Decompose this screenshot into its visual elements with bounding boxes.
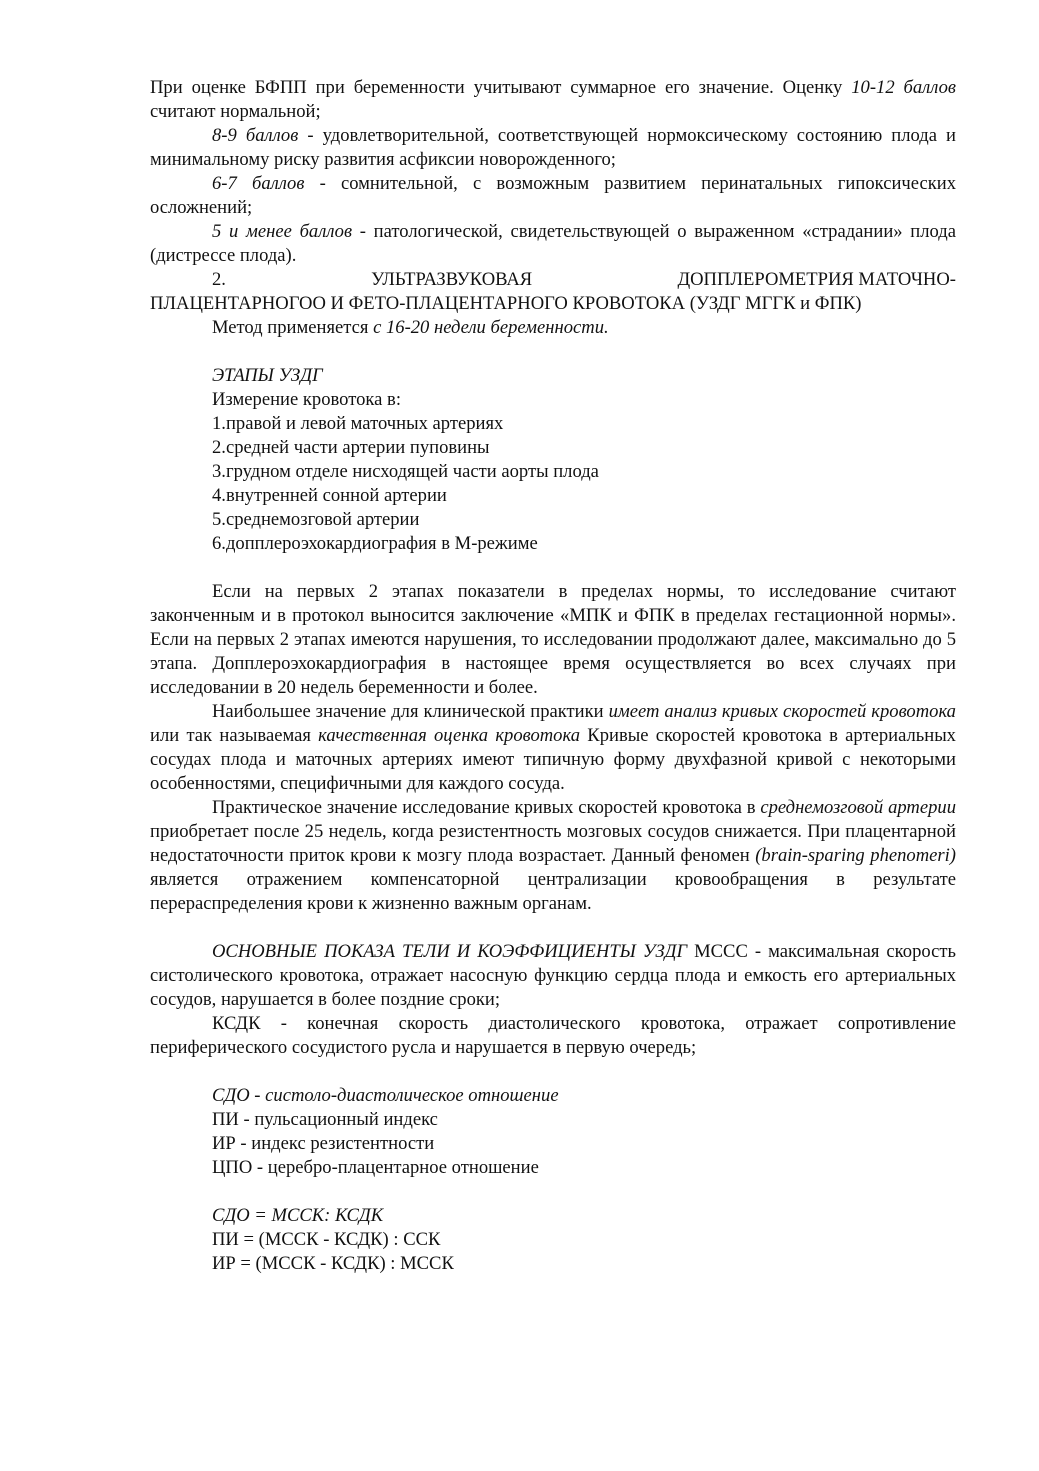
method-note: Метод применяется с 16-20 недели беременности. xyxy=(212,317,609,338)
paragraph-practical-value: Практическое значение исследование кривых скоростей кровотока в среднемозговой артерии приобретает после 25 недель, когда резистентность мозговых сосудов снижается. При плацентарной недостаточности приток крови к мозгу плода возрастает. Данный феномен (brain-sparing phenomeri) является отражением компенсаторной централизации кровообращения в результате перераспределения крови к жизненно важным органам. xyxy=(150,797,956,914)
stage-item: 2.средней части артерии пуповины xyxy=(212,437,490,458)
stages-intro: Измерение кровотока в: xyxy=(212,389,401,410)
formula-pi: ПИ = (МССК - КСДК) : ССК xyxy=(212,1229,441,1250)
section-heading-word2: ДОППЛЕРОМЕТРИЯ МАТОЧНО- xyxy=(677,269,956,290)
section-heading-line1 xyxy=(150,268,956,292)
definition-pi: ПИ - пульсационный индекс xyxy=(212,1109,438,1130)
section-heading-line2: ПЛАЦЕНТАРНОГОО И ФЕТО-ПЛАЦЕНТАРНОГО КРОВОТОКА (УЗДГ МГГК и ФПК) xyxy=(150,293,862,314)
paragraph-indices-ksdk: КСДК - конечная скорость диастолического кровотока, отражает сопротивление периферического сосудистого русла и нарушается в первую очередь; xyxy=(150,1013,956,1058)
stage-item: 5.среднемозговой артерии xyxy=(212,509,420,530)
section-number: 2. xyxy=(212,269,226,290)
document-page xyxy=(150,76,956,1276)
stage-item: 3.грудном отделе нисходящей части аорты плода xyxy=(212,461,599,482)
definition-ir: ИР - индекс резистентности xyxy=(212,1133,435,1154)
score-paragraph-8-9: 8-9 баллов - удовлетворительной, соответствующей нормоксическому состоянию плода и минимальному риску развития асфиксии новорожденного; xyxy=(150,125,957,170)
paragraph-curve-analysis: Наибольшее значение для клинической практики имеет анализ кривых скоростей кровотока или так называемая качественная оценка кровотока Кривые скоростей кровотока в артериальных сосудах плода и маточных артериях имеют типичную форму двухфазной кривой с некоторыми особенностями, специфичными для каждого сосуда. xyxy=(150,701,956,794)
stages-title: ЭТАПЫ УЗДГ xyxy=(212,365,323,386)
formula-ir: ИР = (МССК - КСДК) : МССК xyxy=(212,1253,454,1274)
score-paragraph-total: При оценке БФПП при беременности учитывают суммарное его значение. Оценку 10-12 баллов считают нормальной; xyxy=(150,77,956,122)
score-paragraph-6-7: 6-7 баллов - сомнительной, с возможным развитием перинатальных гипоксических осложнений; xyxy=(150,173,956,218)
stage-item: 1.правой и левой маточных артериях xyxy=(212,413,504,434)
score-paragraph-5: 5 и менее баллов - патологической, свидетельствующей о выраженном «страдании» плода (дистрессе плода). xyxy=(150,221,956,266)
paragraph-normal-range: Если на первых 2 этапах показатели в пределах нормы, то исследование считают законченным и в протокол выносится заключение «МПК и ФПК в пределах гестационной нормы». Если на первых 2 этапах имеются нарушения, то исследовании продолжают далее, максимально до 5 этапа. Допплероэхокардиография в настоящее время осуществляется во всех случаях при исследовании в 20 недель беременности и более. xyxy=(150,581,956,698)
paragraph-indices-mssk: ОСНОВНЫЕ ПОКАЗА ТЕЛИ И КОЭФФИЦИЕНТЫ УЗДГ МССС - максимальная скорость систолического кровотока, отражает насосную функцию сердца плода и емкость его артериальных сосудов, нарушается в более поздние сроки; xyxy=(150,941,956,1010)
definition-sdo: СДО - систоло-диастолическое отношение xyxy=(212,1085,559,1106)
stage-item: 4.внутренней сонной артерии xyxy=(212,485,447,506)
formula-sdo: СДО = МССК: КСДК xyxy=(212,1205,384,1226)
section-heading-word1: УЛЬТРАЗВУКОВАЯ xyxy=(371,269,533,290)
stage-item: 6.допплероэхокардиография в М-режиме xyxy=(212,533,538,554)
definition-cpo: ЦПО - церебро-плацентарное отношение xyxy=(212,1157,539,1178)
